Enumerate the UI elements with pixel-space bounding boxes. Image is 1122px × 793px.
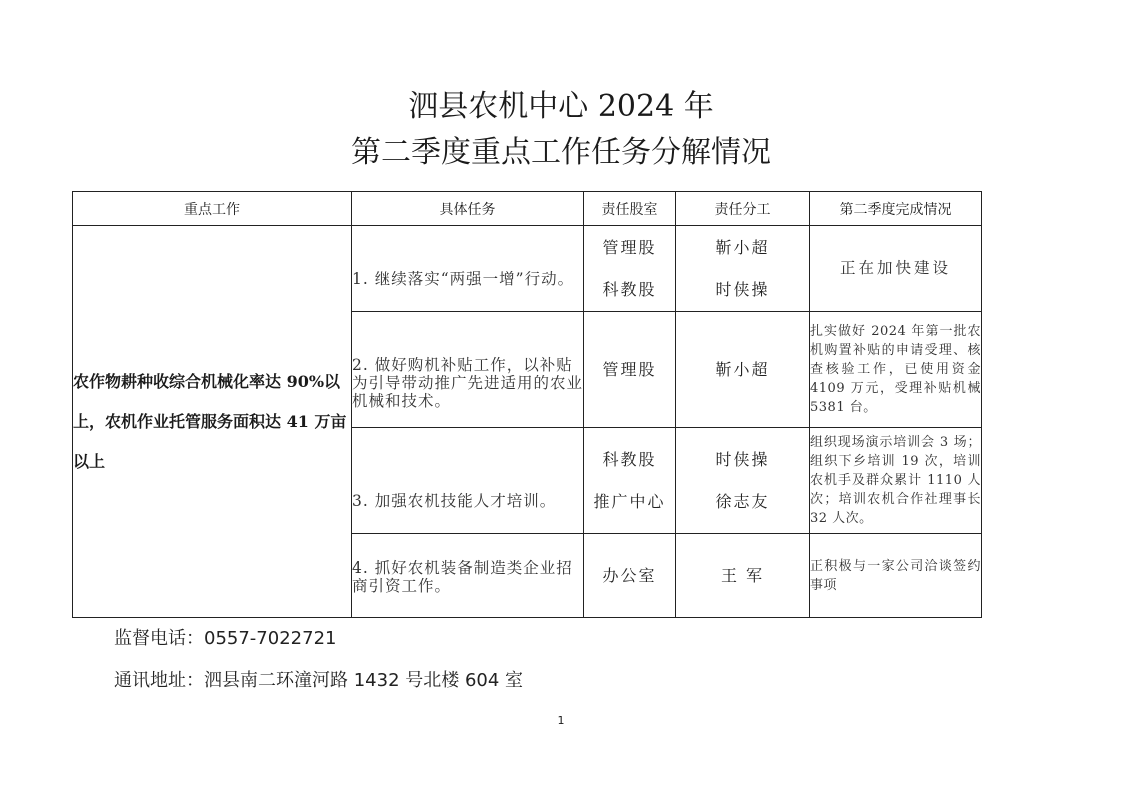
header-specific-task: 具体任务 — [352, 192, 584, 226]
person-cell — [676, 534, 810, 618]
table-row — [73, 226, 982, 312]
dept-name: 管理股 — [602, 359, 657, 379]
task-cell: 1. 继续落实“两强一增”行动。 — [352, 226, 584, 312]
supervision-phone: 监督电话：0557-7022721 — [114, 628, 337, 649]
dept-name: 科教股 — [602, 449, 657, 469]
task-cell: 4. 抓好农机装备制造类企业招商引资工作。 — [352, 534, 584, 618]
header-q2-status: 第二季度完成情况 — [810, 192, 982, 226]
dept-name: 管理股 — [602, 237, 657, 257]
dept-cell — [584, 226, 676, 312]
dept-name: 推广中心 — [593, 491, 666, 511]
status-cell: 正在加快建设 — [810, 226, 982, 312]
person-name: 时侠操 — [715, 279, 770, 299]
header-responsible-dept: 责任股室 — [584, 192, 676, 226]
person-cell — [676, 226, 810, 312]
status-cell: 扎实做好 2024 年第一批农机购置补贴的申请受理、核查核验工作，已使用资金 4109 万元，受理补贴机械 5381 台。 — [810, 312, 982, 428]
task-breakdown-table — [72, 191, 982, 618]
dept-cell — [584, 428, 676, 534]
task-cell: 3. 加强农机技能人才培训。 — [352, 428, 584, 534]
person-name: 靳小超 — [715, 237, 770, 257]
document-title-line1: 泗县农机中心 2024 年 — [408, 89, 714, 124]
dept-cell — [584, 534, 676, 618]
page-number: 1 — [557, 714, 565, 727]
dept-name: 办公室 — [602, 565, 657, 585]
dept-name: 科教股 — [602, 279, 657, 299]
document-title-line2: 第二季度重点工作任务分解情况 — [351, 135, 771, 170]
dept-cell — [584, 312, 676, 428]
person-cell — [676, 312, 810, 428]
person-name: 王 军 — [720, 565, 765, 585]
task-cell: 2. 做好购机补贴工作，以补贴为引导带动推广先进适用的农业机械和技术。 — [352, 312, 584, 428]
mailing-address: 通讯地址：泗县南二环潼河路 1432 号北楼 604 室 — [114, 670, 524, 691]
header-key-work: 重点工作 — [73, 192, 352, 226]
key-work-cell: 农作物耕种收综合机械化率达 90%以上，农机作业托管服务面积达 41 万亩以上 — [73, 226, 352, 618]
table-header-row — [73, 192, 982, 226]
header-responsible-person: 责任分工 — [676, 192, 810, 226]
person-cell — [676, 428, 810, 534]
person-name: 时侠操 — [715, 449, 770, 469]
status-cell: 正积极与一家公司洽谈签约事项 — [810, 534, 982, 618]
person-name: 靳小超 — [715, 359, 770, 379]
person-name: 徐志友 — [715, 491, 770, 511]
status-cell: 组织现场演示培训会 3 场；组织下乡培训 19 次，培训农机手及群众累计 1110 人次；培训农机合作社理事长 32 人次。 — [810, 428, 982, 534]
